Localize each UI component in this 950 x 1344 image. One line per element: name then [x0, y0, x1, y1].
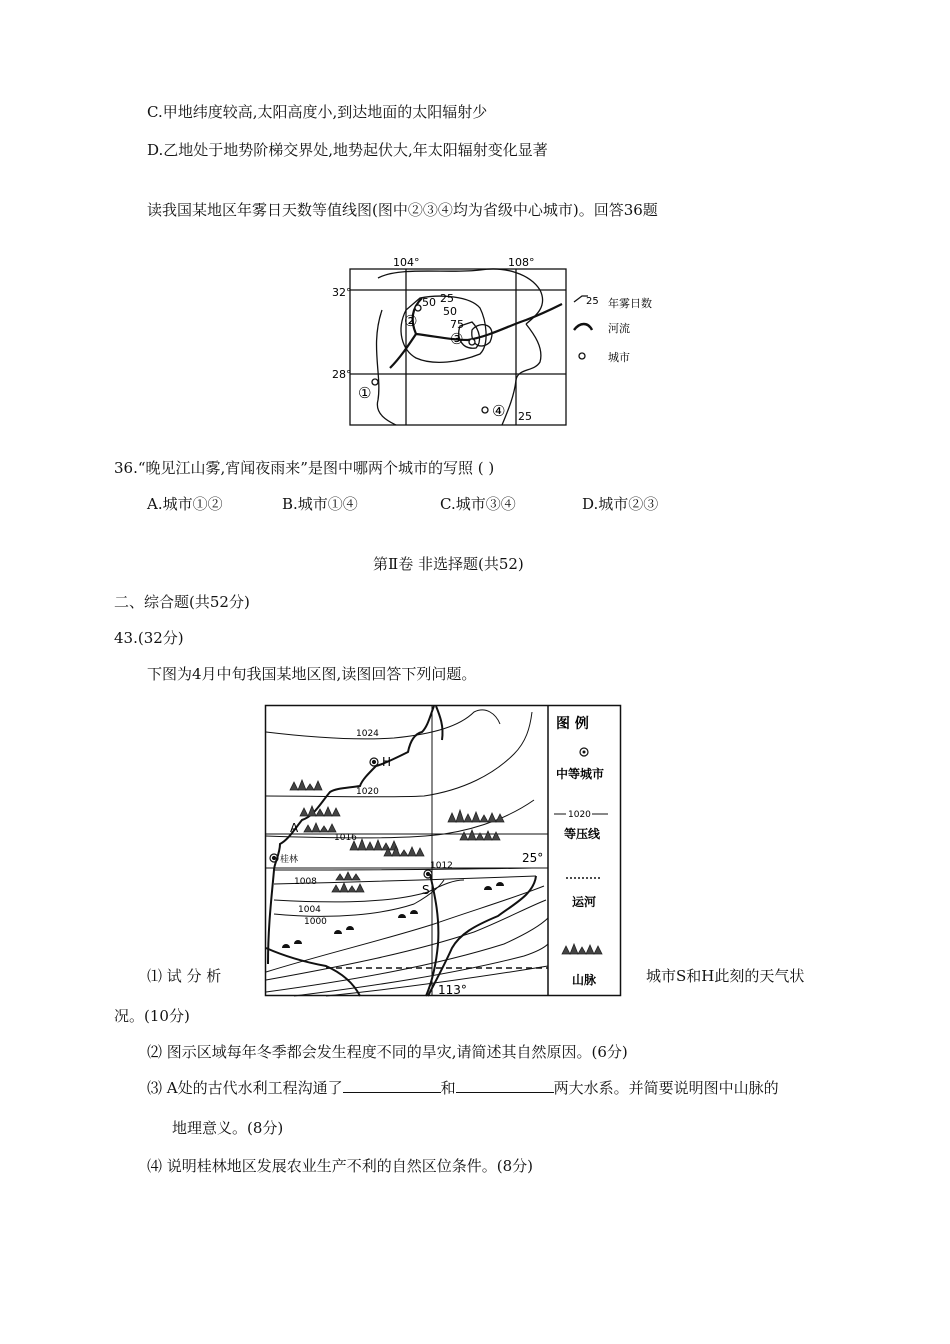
legend-mountain-icon: [562, 944, 602, 954]
q36-option-b: B.城市①④: [282, 495, 358, 513]
q43-sub2: ⑵ 图示区域每年冬季都会发生程度不同的旱灾,请简述其自然原因。(6分): [147, 1043, 628, 1061]
city-4-label: ④: [492, 402, 506, 420]
q43-sub1-part-a: ⑴ 试 分 析: [147, 967, 222, 985]
legend-isobar-sample: 1020: [568, 810, 591, 820]
city-h-label: H: [382, 755, 392, 769]
city-guilin-label: 桂林: [280, 855, 299, 865]
legend-canal-label: 运河: [572, 895, 597, 909]
option-c-previous: C.甲地纬度较高,太阳高度小,到达地面的太阳辐射少: [147, 103, 488, 121]
location-a-label: A: [290, 821, 299, 835]
option-d-previous: D.乙地处于地势阶梯交界处,地势起伏大,年太阳辐射变化显著: [147, 141, 548, 159]
city-s-label: S: [422, 883, 430, 897]
answer-blank-1[interactable]: [343, 1078, 441, 1093]
q43-sub1-part-c: 况。(10分): [114, 1007, 190, 1025]
lat-label-28: 28°: [332, 368, 352, 381]
isobar-label-1000: 1000: [304, 917, 327, 927]
city-3-label: ③: [450, 330, 464, 348]
isoline-label-75: 75: [450, 318, 464, 331]
q43-sub1-part-b: 城市S和H此刻的天气状: [646, 967, 805, 985]
city-1-label: ①: [358, 384, 372, 402]
legend-city-label: 城市: [608, 351, 630, 364]
lon-label-108: 108°: [508, 256, 535, 269]
q43-sub3-text-b: 两大水系。并简要说明图中山脉的: [553, 1079, 779, 1097]
weather-region-map: [264, 704, 622, 998]
isobar-label-1024: 1024: [356, 729, 379, 739]
legend-city-label: 中等城市: [556, 767, 605, 781]
legend-river-label: 河流: [608, 322, 630, 335]
answer-blank-2[interactable]: [456, 1078, 554, 1093]
lat-label-32: 32°: [332, 286, 352, 299]
city-2-label: ②: [404, 312, 418, 330]
isobar-label-1016: 1016: [334, 833, 357, 843]
fog-isoline-map: [330, 250, 670, 430]
city-3-dot: [469, 339, 475, 345]
q36-option-d: D.城市②③: [582, 495, 659, 513]
isobar-label-1008: 1008: [294, 877, 317, 887]
q43-sub3-and: 和: [440, 1079, 456, 1097]
legend-title: 图 例: [556, 716, 589, 732]
legend-isobar-label: 等压线: [564, 827, 601, 841]
part-two-heading: 二、综合题(共52分): [114, 593, 250, 611]
isobar-label-1020: 1020: [356, 787, 379, 797]
isobar-label-1004: 1004: [298, 905, 321, 915]
isoline-label-50b: 50: [443, 305, 457, 318]
legend-city-icon: [579, 353, 585, 359]
isoline-25-west: [377, 310, 396, 425]
lon-label-104: 104°: [393, 256, 420, 269]
q36-option-a: A.城市①②: [147, 495, 223, 513]
longitude-113-label: 113°: [438, 983, 467, 997]
legend-isoline-sample: 25: [586, 296, 599, 307]
isoline-label-25: 25: [440, 292, 454, 305]
q43-sub4: ⑷ 说明桂林地区发展农业生产不利的自然区位条件。(8分): [147, 1157, 534, 1175]
isoline-label-25b: 25: [518, 410, 532, 423]
q36-option-c: C.城市③④: [440, 495, 516, 513]
q43-intro: 下图为4月中旬我国某地区图,读图回答下列问题。: [147, 665, 477, 683]
legend-river-icon: [574, 324, 592, 330]
latitude-25-label: 25°: [522, 851, 544, 865]
legend-isoline-label: 年雾日数: [608, 297, 652, 310]
q43-heading: 43.(32分): [114, 629, 184, 647]
legend-mountain-label: 山脉: [572, 973, 597, 987]
city-1-dot: [372, 379, 378, 385]
isoline-label-50a: 50: [422, 296, 436, 309]
q36-intro: 读我国某地区年雾日天数等值线图(图中②③④均为省级中心城市)。回答36题: [147, 201, 658, 219]
isoline-25-north: [378, 269, 543, 324]
city-4-dot: [482, 407, 488, 413]
q43-sub3: [147, 1078, 779, 1098]
city-2-dot: [415, 305, 421, 311]
q36-stem: 36.“晚见江山雾,宵闻夜雨来”是图中哪两个城市的写照 ( ): [114, 459, 495, 477]
isobar-label-1012: 1012: [430, 861, 453, 871]
q43-sub3-text-a: ⑶ A处的古代水利工程沟通了: [147, 1079, 343, 1097]
section-title: 第Ⅱ卷 非选择题(共52): [373, 555, 524, 573]
q43-sub3-cont: 地理意义。(8分): [172, 1119, 284, 1137]
